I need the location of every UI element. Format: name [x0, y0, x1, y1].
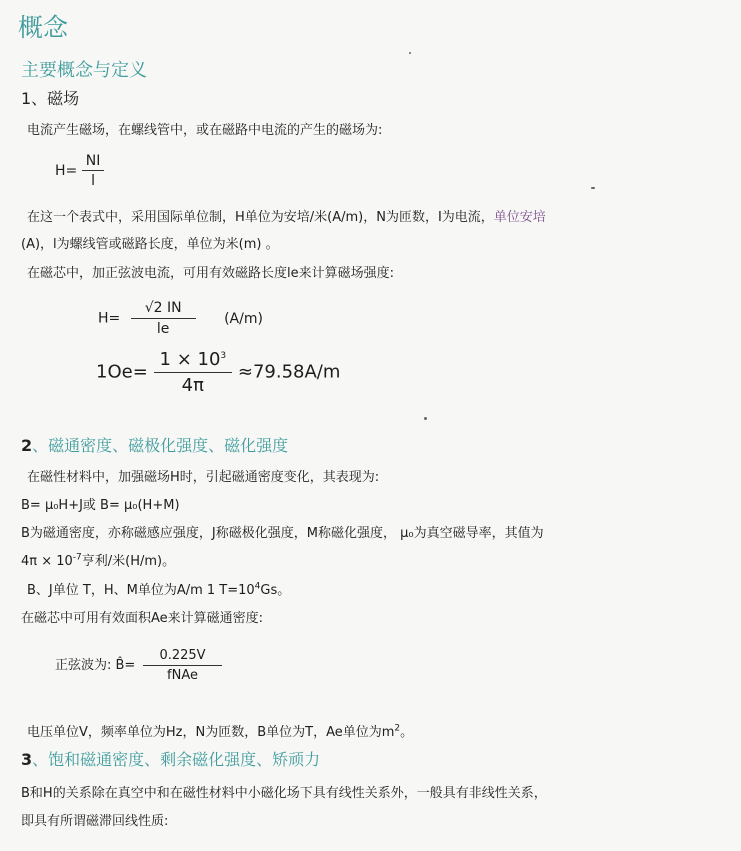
section-2-heading [21, 433, 288, 456]
section-1-line-a1 [27, 206, 546, 225]
line-5-main: B、J单位 T，H、M单位为A/m 1 T=10 [27, 583, 255, 598]
eq1-denominator: l [91, 173, 95, 189]
section-3-heading [21, 747, 320, 770]
line-a1-highlight: 单位安培 [493, 210, 546, 225]
eq2-unit: (A/m) [224, 310, 263, 327]
line-a1-text: 在这一个表式中，采用国际单位制，H单位为安培/米(A/m)，N为匝数，I为电流， [27, 210, 494, 225]
eq2-denominator: le [156, 321, 170, 337]
section-1-line-b: 在磁芯中，加正弦波电流，可用有效磁路长度le来计算磁场强度: [27, 266, 394, 281]
eq1-fraction [82, 153, 105, 189]
line-5-exp: 4 [254, 581, 261, 592]
line-4-exp: -7 [72, 552, 82, 563]
eq2-lhs: H= [98, 310, 121, 327]
eq3-numerator-exp: 3 [220, 351, 227, 361]
eq3-rhs: ≈79.58A/m [237, 361, 341, 383]
eq4-numerator: 0.225V [143, 648, 221, 666]
speck-mark [409, 52, 411, 54]
eq4-fraction [143, 648, 221, 683]
eq3-numerator [154, 349, 233, 373]
eq3-numerator-main: 1 × 10 [159, 349, 221, 370]
page-title: 概念 [18, 13, 69, 42]
speck-mark [424, 417, 427, 420]
section-3-line-1: B和H的关系除在真空中和在磁性材料中小磁化场下具有线性关系外，一般具有非线性关系， [21, 786, 547, 801]
section-1-line-a2: (A)，l为螺线管或磁路长度，单位为米(m) 。 [21, 237, 279, 252]
line-7-rest: 。 [400, 725, 414, 740]
line-7-exp: 2 [394, 723, 401, 734]
section-2-number: 2 [21, 436, 33, 455]
equation-oersted [96, 349, 340, 396]
equation-h-ni-l [55, 153, 104, 189]
eq1-lhs: H= [55, 163, 78, 179]
eq3-lhs: 1Oe= [96, 361, 148, 383]
equation-sinusoidal-b [55, 648, 222, 683]
eq3-denominator: 4π [181, 375, 204, 396]
eq1-numerator: NI [82, 153, 105, 171]
section-3-line-2: 即具有所谓磁滞回线性质: [21, 814, 169, 829]
line-5-rest: Gs。 [260, 583, 291, 598]
eq4-lhs: 正弦波为: B̂= [55, 658, 136, 673]
eq2-fraction [131, 300, 196, 337]
eq4-denominator: fNAe [167, 668, 198, 683]
section-2-line-4 [21, 550, 175, 569]
section-3-title: 、饱和磁通密度、剩余磁化强度、矫顽力 [32, 750, 321, 769]
section-2-title: 、磁通密度、磁极化强度、磁化强度 [32, 436, 289, 455]
section-2-line-7 [27, 721, 413, 740]
section-2-line-5 [27, 579, 290, 598]
page-subtitle: 主要概念与定义 [21, 60, 147, 81]
line-7-main: 电压单位V，频率单位为Hz，N为匝数，B单位为T，Ae单位为m [27, 725, 395, 740]
eq2-numerator: √2 IN [131, 300, 196, 319]
section-2-line-2: B= μ₀H+J或 B= μ₀(H+M) [21, 498, 180, 513]
section-1-heading: 1、磁场 [21, 89, 80, 108]
speck-mark [591, 187, 595, 189]
eq3-fraction [154, 349, 233, 396]
equation-h-sqrt2 [98, 300, 263, 337]
line-4-main: 4π × 10 [21, 554, 73, 569]
section-2-line-3: B为磁通密度，亦称磁感应强度，J称磁极化强度，M称磁化强度， μ₀为真空磁导率，其值为 [21, 526, 544, 541]
section-2-line-6: 在磁芯中可用有效面积Ae来计算磁通密度: [21, 611, 264, 626]
line-4-rest: 亨利/米(H/m)。 [81, 554, 176, 569]
section-1-intro: 电流产生磁场，在螺线管中，或在磁路中电流的产生的磁场为: [27, 123, 383, 138]
section-3-number: 3 [21, 750, 33, 769]
section-2-line-1: 在磁性材料中，加强磁场H时，引起磁通密度变化，其表现为: [27, 470, 380, 485]
